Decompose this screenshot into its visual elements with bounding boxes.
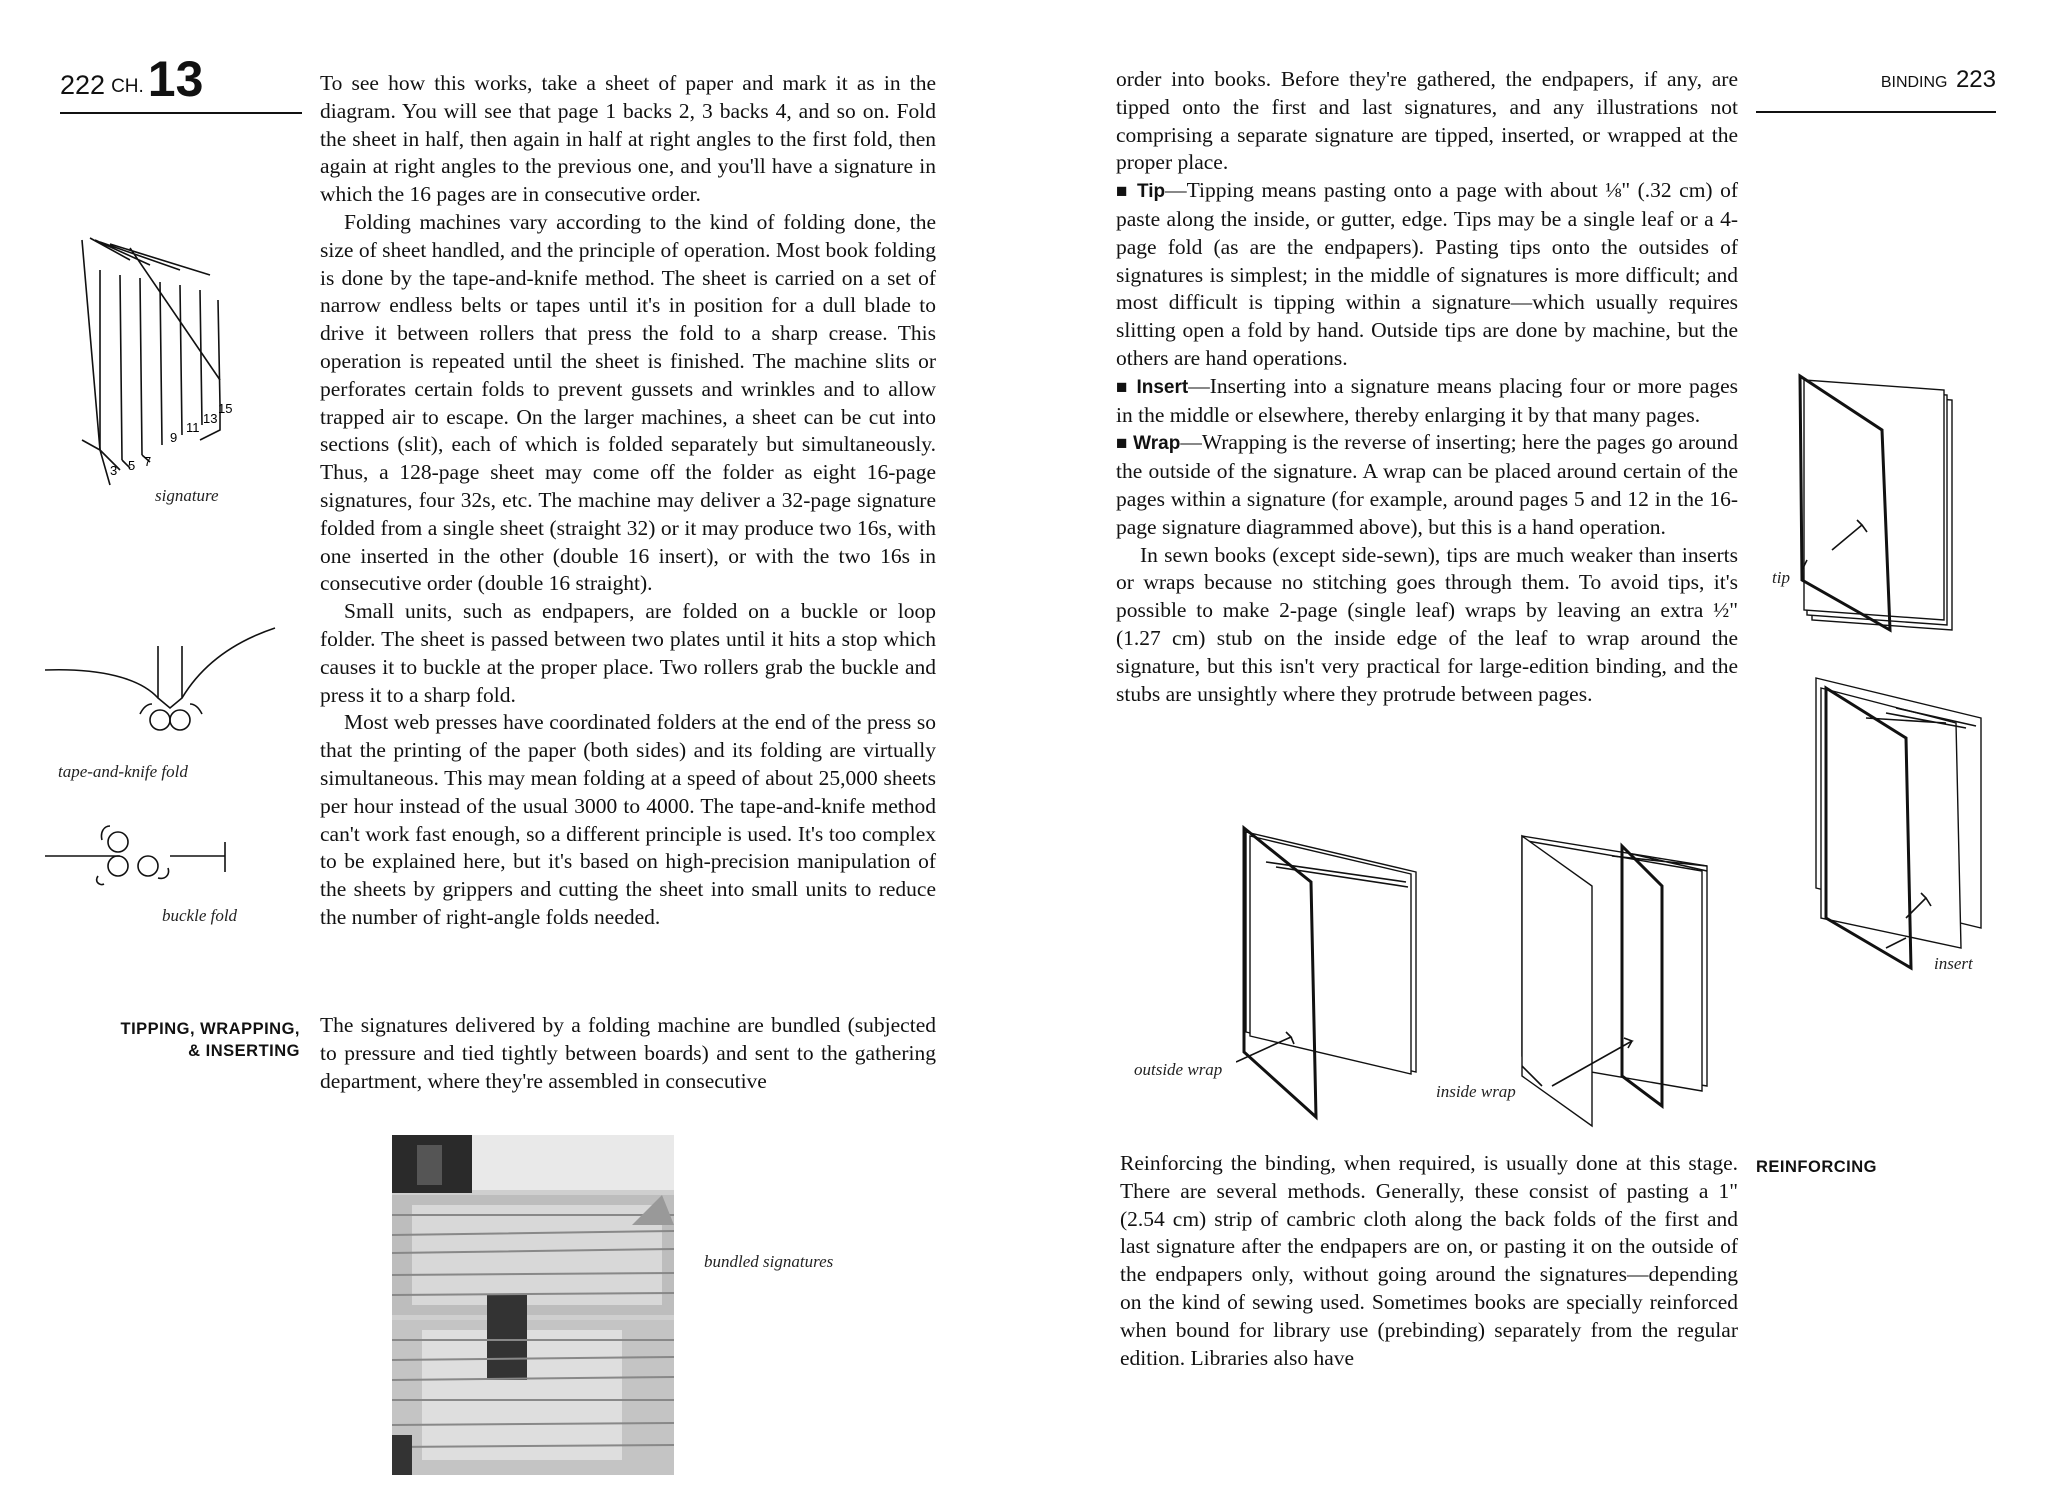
wrap-label: Wrap: [1133, 433, 1181, 455]
caption-tape-knife: tape-and-knife fold: [58, 762, 188, 781]
section-head-reinforcing: REINFORCING: [1756, 1158, 1877, 1176]
signature-page-mark: 15: [218, 401, 233, 416]
chapter-number: 13: [147, 51, 204, 107]
chapter-label: CH.: [111, 76, 144, 97]
bullet: ■: [1116, 433, 1134, 455]
tip-text: —Tipping means pasting onto a page with about ⅛" (.32 cm) of paste along the inside, or gutter, edge. Tips may be a single leaf or a 4-page fold (as are the endpapers). Pasting tips onto the outsides of signatures is simplest; in the middle of signatures is more difficult; and most difficult is tipping within a signature—which usually requires slitting open a fold by hand. Outside tips are done by machine, but the others are hand operations.: [1116, 178, 1738, 370]
tip-label: Tip: [1136, 181, 1166, 203]
signature-page-mark: 11: [186, 420, 200, 435]
signature-page-mark: 3: [110, 463, 118, 478]
bundled-signatures-photo: [392, 1135, 674, 1475]
right-page-header: [1870, 66, 1996, 94]
signature-illustration: [70, 230, 270, 500]
caption-tip: tip: [1772, 568, 1790, 587]
tip-illustration: [1772, 370, 1962, 640]
paragraph: In sewn books (except side-sewn), tips are much weaker than inserts or wraps because no stitching goes through them. To avoid tips, it's possible to make 2-page (single leaf) wraps by leaving an extra ½" (1.27 cm) stub on the inside edge of the leaf to wrap around the signature, but this isn't very practical for large-edition binding, and the stubs are unsightly where they protrude between pages.: [1116, 542, 1738, 706]
tip-paragraph: [1116, 177, 1738, 373]
paragraph: order into books. Before they're gathered, the endpapers, if any, are tipped onto the first and last signatures, and any illustrations not comprising a separate signature are tipped, inserted, or wrapped at the proper place.: [1116, 67, 1738, 175]
section-head-line: TIPPING, WRAPPING,: [120, 1020, 300, 1038]
buckle-fold-illustration: [40, 820, 240, 890]
paragraph: Most web presses have coordinated folders at the end of the press so that the printing of the paper (both sides) and its folding are virtually simultaneous. This may mean folding at a speed of about 25,000 sheets per hour instead of the usual 3000 to 4000. The tape-and-knife method can't work fast enough, so a different principle is used. It's too complex to be explained here, but it's based on high-precision manipulation of the sheets by grippers and cutting the sheet into small units to reduce the number of right-angle folds needed.: [320, 710, 936, 929]
wrap-paragraph: [1116, 429, 1738, 541]
right-header-rule: [1756, 111, 1996, 113]
signature-page-mark: 13: [203, 411, 218, 426]
caption-bundled: bundled signatures: [704, 1252, 834, 1271]
section-paragraph: The signatures delivered by a folding machine are bundled (subjected to pressure and tied tightly between boards) and sent to the gathering department, where they're assembled in consecutive: [320, 1013, 936, 1093]
bullet: ■: [1116, 376, 1137, 398]
insert-label: Insert: [1136, 376, 1189, 398]
left-header-rule: [60, 112, 302, 114]
insert-paragraph: [1116, 373, 1738, 430]
caption-inside-wrap: inside wrap: [1436, 1082, 1516, 1101]
left-page-number: 222: [60, 70, 106, 100]
reinforcing-paragraph: Reinforcing the binding, when required, is usually done at this stage. There are several methods. Generally, these consist of pasting a 1" (2.54 cm) strip of cambric cloth along the back folds of the first and last signature after the endpapers are on, or pasting it on the outside of the endpapers only, without going around the signatures—depending on the kind of sewing used. Sometimes books are specially reinforced when bound for library use (prebinding) separately from the regular edition. Libraries also have: [1120, 1151, 1738, 1370]
section-head-tipping: [60, 1018, 300, 1062]
signature-page-mark: 7: [144, 454, 152, 469]
caption-outside-wrap: outside wrap: [1134, 1060, 1223, 1079]
bullet: ■: [1116, 181, 1137, 203]
left-main-column: [320, 70, 936, 932]
insert-text: —Inserting into a signature means placing four or more pages in the middle or elsewhere, thereby enlarging it by that many pages.: [1116, 373, 1738, 427]
tape-knife-illustration: [40, 618, 280, 748]
paragraph: Folding machines vary according to the kind of folding done, the size of sheet handled, and the principle of operation. Most book folding is done by the tape-and-knife method. The sheet is carried on a set of narrow endless belts or tapes until it's in position for a dull blade to drive it between rollers that press the fold to a sharp crease. This operation is repeated until the sheet is finished. The machine slits or perforates certain folds to prevent gussets and wrinkles and to allow trapped air to escape. On the larger machines, a sheet can be cut into sections (slit), each of which is folded separately but simultaneously. Thus, a 128-page sheet may come off the folder as eight 16-page signatures, four 32s, etc. The machine may deliver a 32-page signature folded from a single sheet (straight 32) or it may produce two 16s, with one inserted in the other (double 16 insert), or with the two 16s in consecutive order (double 16 straight).: [320, 209, 936, 596]
running-head: BINDING: [1880, 74, 1948, 91]
right-main-column: [1116, 66, 1738, 708]
caption-buckle: buckle fold: [162, 906, 238, 925]
left-page-header: [60, 51, 204, 107]
signature-page-mark: 5: [128, 458, 136, 473]
paragraph: To see how this works, take a sheet of paper and mark it as in the diagram. You will see that page 1 backs 2, 3 backs 4, and so on. Fold the sheet in half, then again in half at right angles to the first fold, then again at right angles to the previous one, and you'll have a signature in which the 16 pages are in consecutive order.: [320, 71, 936, 207]
caption-signature: signature: [155, 486, 219, 505]
signature-page-mark: 9: [170, 430, 178, 445]
section-head-line: & INSERTING: [188, 1042, 300, 1060]
wrap-text: —Wrapping is the reverse of inserting; here the pages go around the outside of the signature. A wrap can be placed around certain of the pages within a signature (for example, around pages 5 and 12 in the 16-page signature diagrammed above), but this is a hand operation.: [1116, 430, 1738, 539]
inside-wrap-illustration: [1512, 826, 1722, 1136]
insert-illustration: [1796, 668, 1996, 978]
caption-insert: insert: [1934, 954, 1973, 973]
paragraph: Small units, such as endpapers, are folded on a buckle or loop folder. The sheet is passed between two plates until it hits a stop which causes it to buckle at the proper place. Two rollers grab the buckle and press it to a sharp fold.: [320, 599, 936, 707]
outside-wrap-illustration: [1236, 822, 1436, 1122]
right-page-number: 223: [1955, 66, 1996, 93]
